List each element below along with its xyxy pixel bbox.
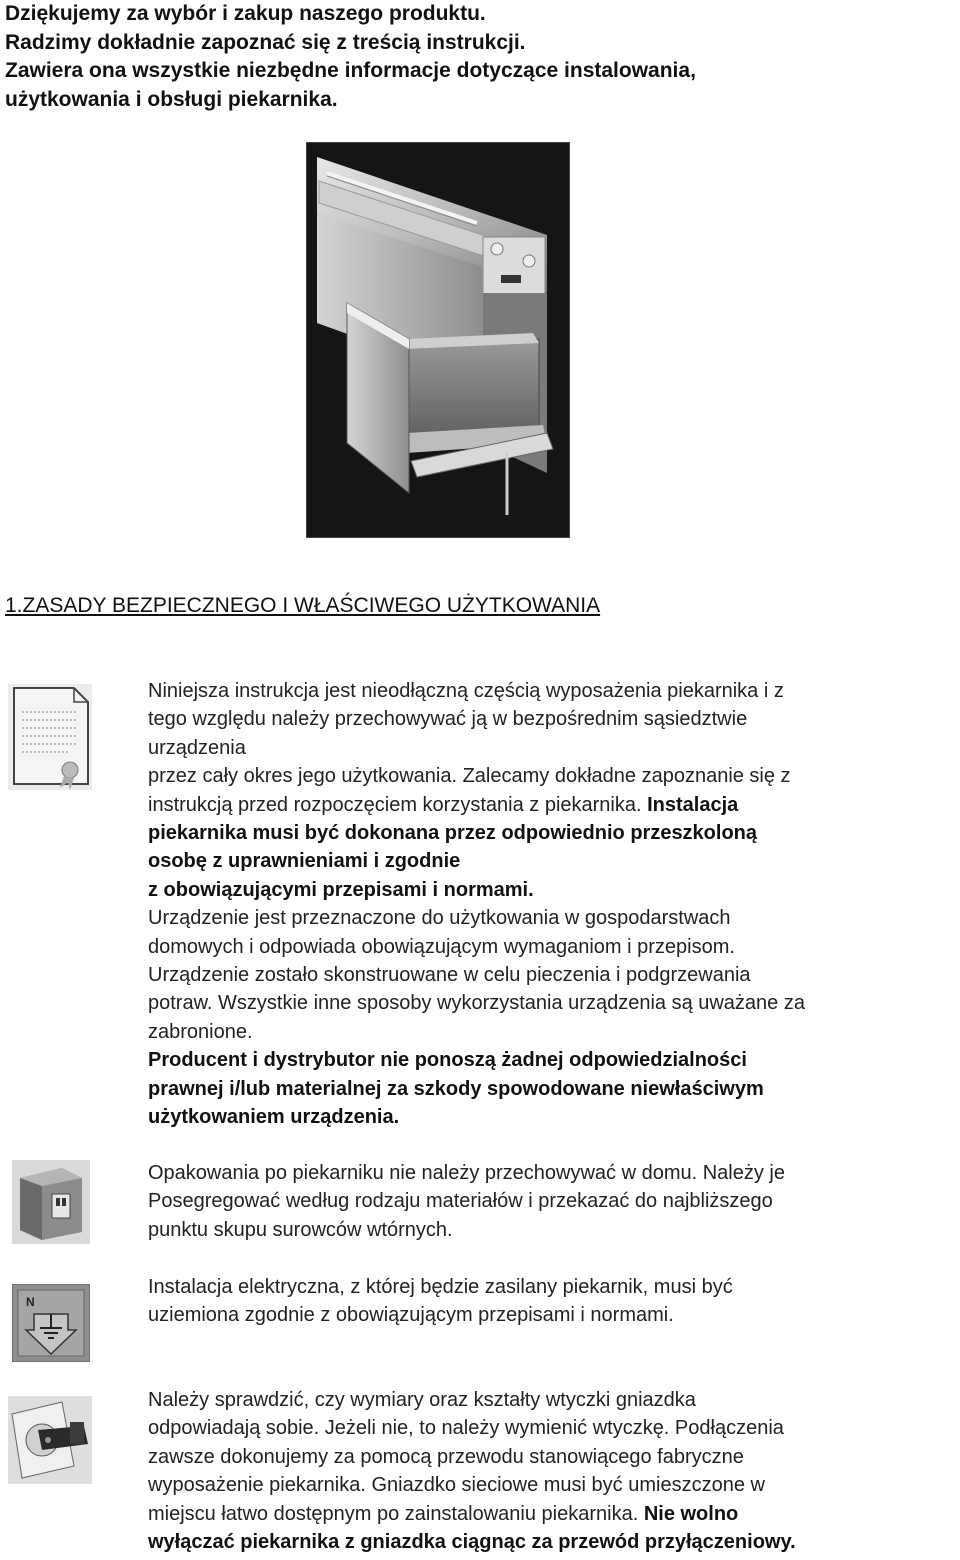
intro-line: Dziękujemy za wybór i zakup naszego produktu. — [5, 2, 486, 25]
text-block-socket — [148, 1386, 960, 1556]
body-text: uziemiona zgodnie z obowiązującym przepisami i normami. — [148, 1304, 674, 1327]
body-text: domowych i odpowiada obowiązującym wymaganiom i przepisom. — [148, 935, 735, 958]
text-line — [148, 1216, 960, 1244]
text-line — [148, 1528, 960, 1556]
text-line — [148, 791, 960, 819]
oven-illustration — [307, 143, 569, 537]
wall-socket-plug-icon — [8, 1396, 92, 1484]
bold-text: osobę z uprawnieniami i zgodnie — [148, 850, 461, 873]
text-line — [148, 762, 960, 790]
body-text: Opakowania po piekarniku nie należy przechowywać w domu. Należy je — [148, 1162, 785, 1184]
body-text: Urządzenie zostało skonstruowane w celu pieczenia i podgrzewania — [148, 964, 751, 987]
text-line — [148, 961, 960, 989]
body-text: tego względu należy przechowywać ją w bezpośrednim sąsiedztwie — [148, 708, 748, 731]
text-line — [148, 933, 960, 961]
intro-text — [5, 0, 905, 114]
text-line — [148, 1414, 960, 1442]
body-text: odpowiadają sobie. Jeżeli nie, to należy wymienić wtyczkę. Podłączenia — [148, 1417, 784, 1440]
text-line — [148, 989, 960, 1017]
text-line — [148, 1018, 960, 1046]
bold-text: Nie wolno — [643, 1502, 739, 1525]
body-text: przez cały okres jego użytkowania. Zalecamy dokładne zapoznanie się z — [148, 765, 791, 788]
text-line — [148, 1273, 960, 1301]
bold-text: prawnej i/lub materialnej za szkody spowodowane niewłaściwym — [148, 1077, 764, 1100]
text-line — [148, 904, 960, 932]
text-line — [148, 1301, 960, 1329]
body-text: instrukcją przed rozpoczęciem korzystania z piekarnika. — [148, 793, 648, 816]
body-text: Urządzenie jest przeznaczone do użytkowania w gospodarstwach — [148, 907, 731, 930]
bold-text: użytkowaniem urządzenia. — [148, 1106, 400, 1129]
packaging-box-icon — [12, 1160, 90, 1244]
text-line — [148, 1103, 960, 1131]
text-line — [148, 1046, 960, 1074]
text-line — [148, 847, 960, 875]
body-text: zabronione. — [148, 1020, 253, 1043]
body-text: zawsze dokonujemy za pomocą przewodu stanowiącego fabryczne — [148, 1445, 744, 1468]
body-text: Posegregować według rodzaju materiałów i przekazać do najbliższego — [148, 1190, 773, 1213]
intro-line: Zawiera ona wszystkie niezbędne informacje dotyczące instalowania, — [5, 59, 696, 82]
text-line — [148, 734, 960, 762]
bold-text: Instalacja — [647, 793, 739, 816]
body-text: Niniejsza instrukcja jest nieodłączną częścią wyposażenia piekarnika i z — [148, 680, 784, 702]
text-line — [148, 1159, 960, 1187]
body-text: miejscu łatwo dostępnym po zainstalowaniu piekarnika. — [148, 1502, 644, 1525]
text-line — [148, 819, 960, 847]
intro-line: Radzimy dokładnie zapoznać się z treścią instrukcji. — [5, 30, 526, 54]
text-line — [148, 876, 960, 904]
intro-line: użytkowania i obsługi piekarnika. — [5, 87, 338, 111]
bold-text: z obowiązującymi przepisami i normami. — [148, 878, 534, 901]
text-line — [148, 1075, 960, 1103]
text-line — [148, 1386, 960, 1414]
grounding-icon — [12, 1284, 90, 1362]
body-text: punktu skupu surowców wtórnych. — [148, 1218, 453, 1241]
bold-text: wyłączać piekarnika z gniazdka ciągnąc za przewód przyłączeniowy. — [148, 1531, 796, 1554]
text-line — [148, 1471, 960, 1499]
bold-text: Producent i dystrybutor nie ponoszą żadnej odpowiedzialności — [148, 1049, 747, 1072]
body-text: wyposażenie piekarnika. Gniazdko sieciowe musi być umieszczone w — [148, 1474, 765, 1497]
text-block-packaging — [148, 1159, 960, 1244]
text-line — [148, 1187, 960, 1215]
text-line — [148, 1500, 960, 1528]
body-text: Należy sprawdzić, czy wymiary oraz kształty wtyczki gniazdka — [148, 1389, 696, 1411]
grounding-icon-letter: N — [26, 1295, 35, 1309]
text-line — [148, 1443, 960, 1471]
built-in-oven-photo — [306, 142, 570, 538]
body-text: urządzenia — [148, 736, 246, 759]
text-line — [148, 677, 960, 705]
section-title: 1.ZASADY BEZPIECZNEGO I WŁAŚCIWEGO UŻYTKOWANIA — [5, 594, 601, 617]
bold-text: piekarnika musi być dokonana przez odpowiednio przeszkoloną — [148, 822, 758, 845]
manual-certificate-icon — [8, 684, 92, 790]
text-block-grounding — [148, 1273, 960, 1330]
text-line — [148, 705, 960, 733]
body-text: Instalacja elektryczna, z której będzie zasilany piekarnik, musi być — [148, 1276, 733, 1298]
body-text: potraw. Wszystkie inne sposoby wykorzystania urządzenia są uważane za — [148, 992, 805, 1015]
text-block-manual — [148, 677, 960, 1132]
